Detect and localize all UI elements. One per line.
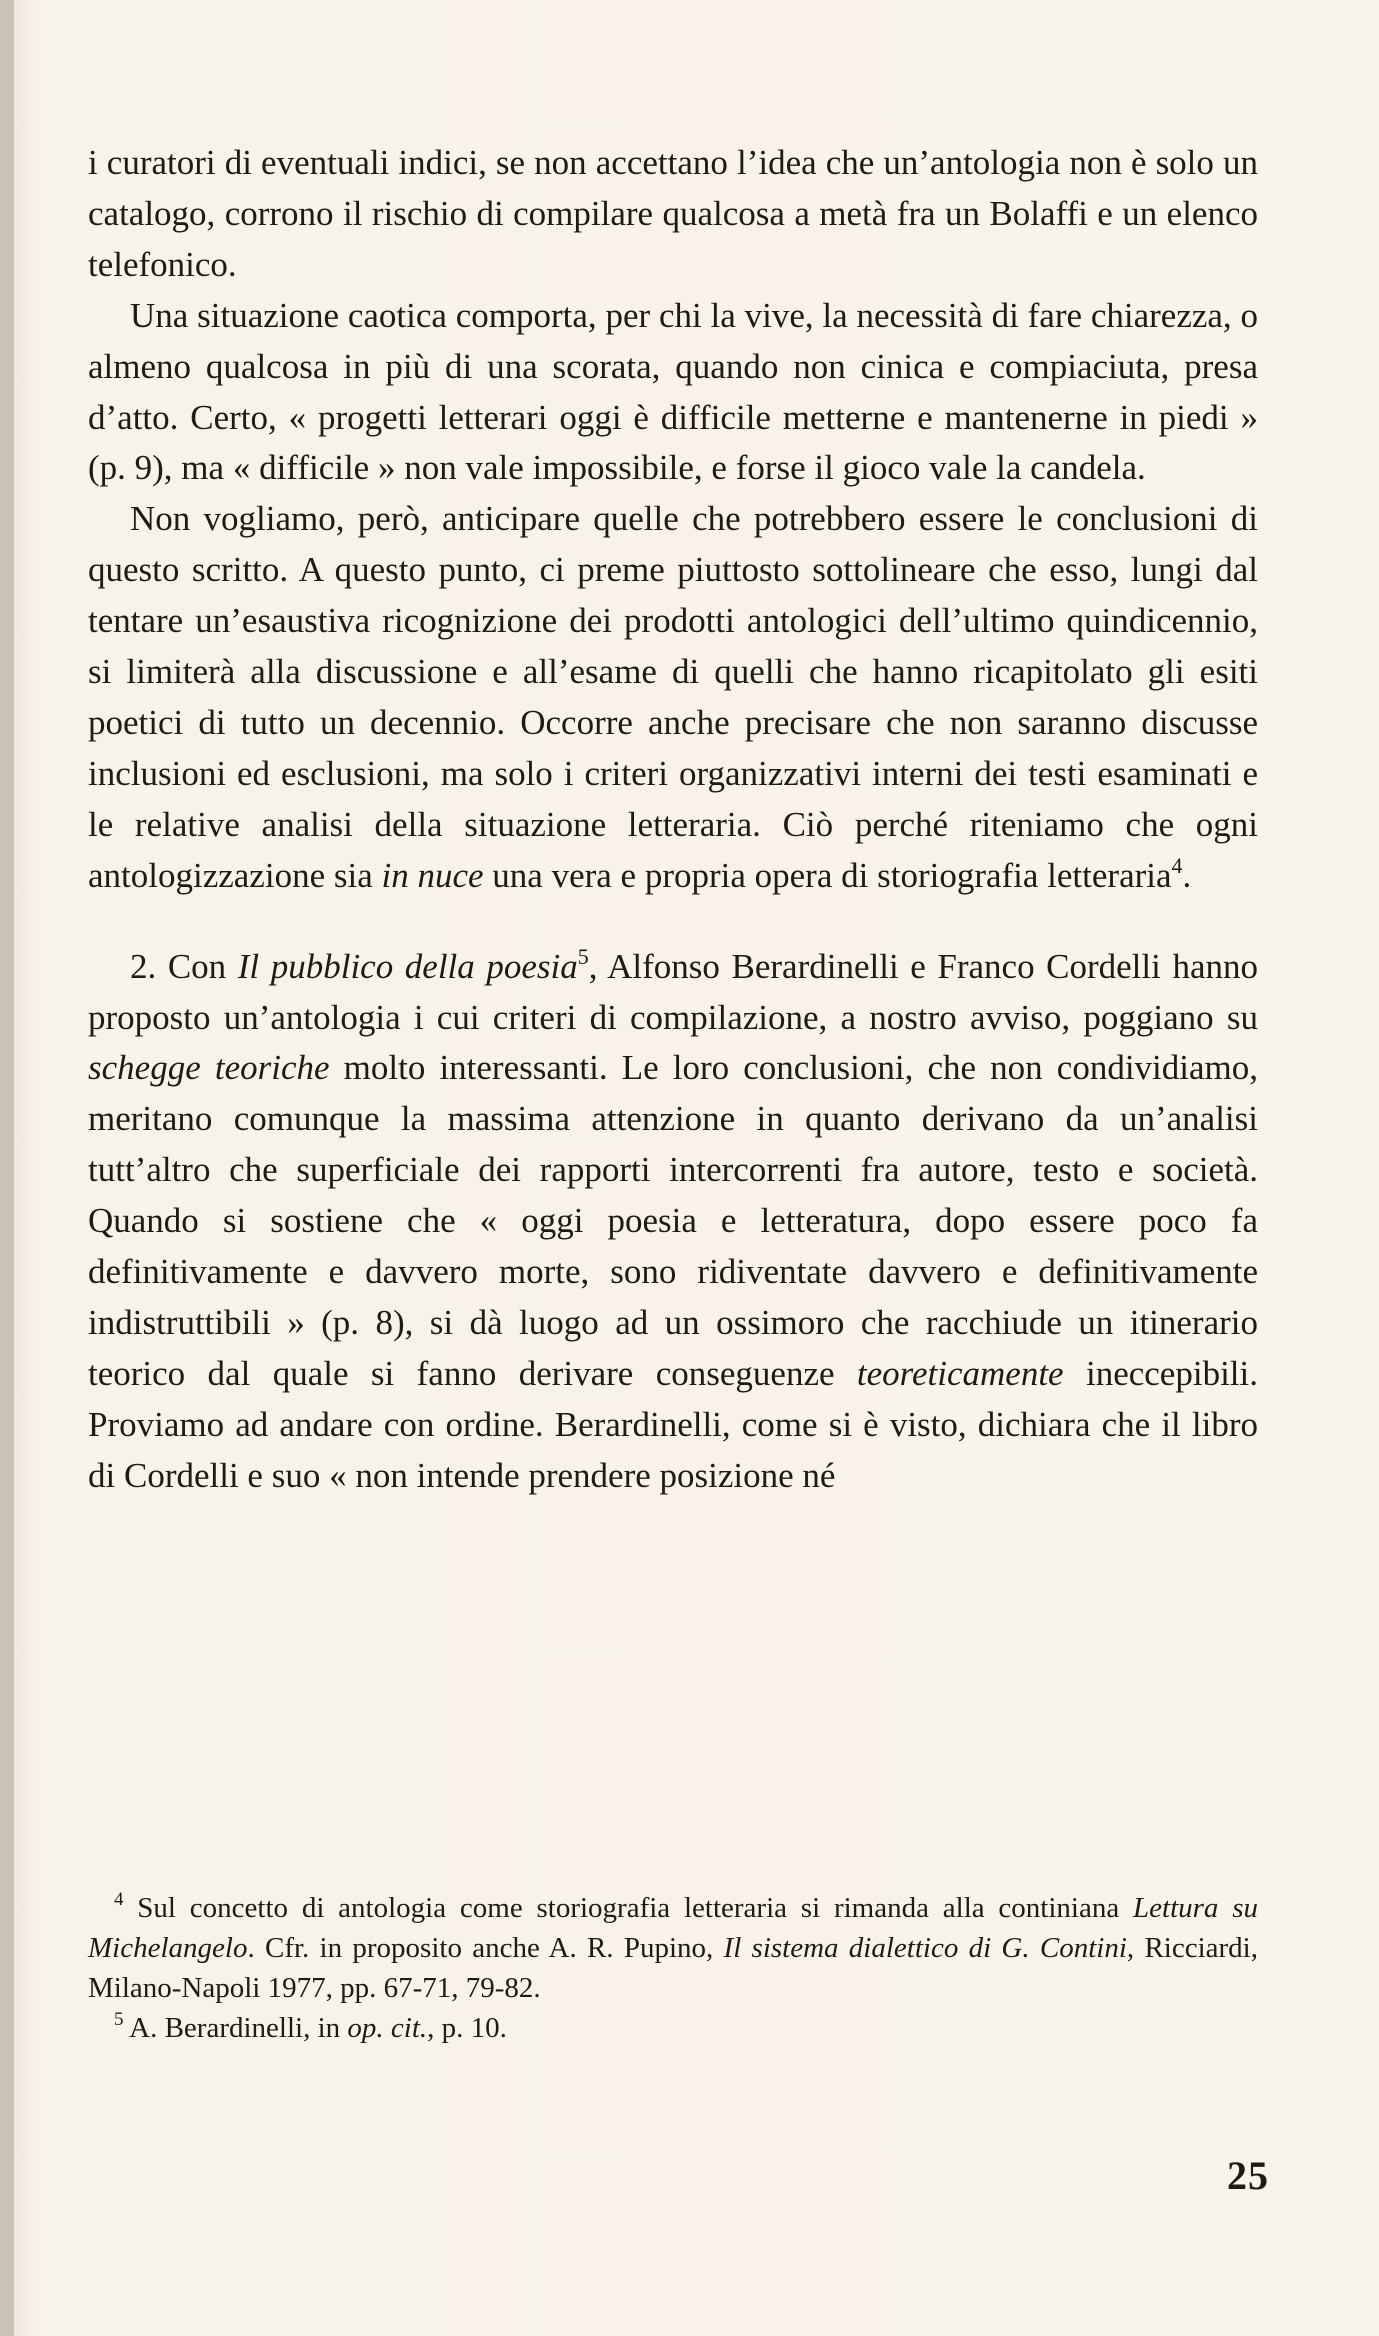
paragraph-4-text-d: ineccepibili. Proviamo ad andare con ordine. Berardinelli, come si è visto, dichiara che il libro di Cordelli e suo « non intende prendere posizione né <box>88 1353 1258 1495</box>
footnote-4-italic-2: Il sistema dialettico di G. Contini <box>723 1932 1127 1964</box>
footnote-4-text-b: . Cfr. in proposito anche A. R. Pupino, <box>247 1932 724 1964</box>
paragraph-4-text-c: molto interessanti. Le loro conclusioni, che non condividiamo, meritano comunque la massima attenzione in quanto derivano da un’analisi tutt’altro che superficiale dei rapporti intercorrenti fra autore, testo e società. Quando si sostiene che « oggi poesia e letteratura, dopo essere poco fa definitivamente e davvero morte, sono ridiventate davvero e definitivamente indistruttibili » (p. 8), si dà luogo ad un ossimoro che racchiude un itinerario teorico dal quale si fanno derivare conseguenze <box>88 1048 1258 1393</box>
footnote-4-number: 4 <box>114 1889 124 1910</box>
paragraph-3-text-b: una vera e propria opera di storiografia letteraria <box>483 855 1172 895</box>
footnote-5-number: 5 <box>114 2009 124 2030</box>
page-number: 25 <box>1227 2153 1269 2198</box>
paragraph-1-text: i curatori di eventuali indici, se non accettano l’idea che un’antologia non è solo un catalogo, corrono il rischio di compilare qualcosa a metà fra un Bolaffi e un elenco telefonico. <box>88 143 1258 284</box>
paragraph-1 <box>88 138 1258 291</box>
paragraph-4-italic: schegge teoriche <box>88 1048 330 1088</box>
footnote-5 <box>88 2008 1258 2048</box>
footnote-4 <box>88 1888 1258 2008</box>
footnote-5-text-a: A. Berardinelli, in <box>123 2012 348 2044</box>
footnote-ref-4: 4 <box>1171 852 1183 878</box>
paragraph-3-end: . <box>1182 855 1192 895</box>
paragraph-4-text-b: , Alfonso Berardinelli e Franco Cordelli hanno proposto un’antologia i cui criteri di compilazione, a nostro avviso, poggiano su <box>88 946 1258 1037</box>
book-title-italic: Il pubblico della poesia <box>237 946 578 986</box>
page-binding-edge <box>0 0 14 2336</box>
footnotes <box>88 1888 1258 2048</box>
footnote-4-text-a: Sul concetto di antologia come storiografia letteraria si rimanda alla continiana <box>123 1892 1134 1924</box>
footnote-4-text-c: , Ricciardi, Milano-Napoli 1977, pp. 67-71, 79-82. <box>88 1932 1258 2004</box>
paragraph-3-italic: in nuce <box>381 855 484 895</box>
paragraph-4 <box>88 942 1258 1502</box>
footnote-4-italic-1: Lettura su Michelangelo <box>88 1892 1259 1964</box>
paragraph-4-italic-2: teoreticamente <box>856 1353 1064 1393</box>
paragraph-2 <box>88 291 1258 495</box>
footnote-5-text-b: , p. 10. <box>427 2012 507 2044</box>
footnote-5-italic: op. cit. <box>347 2012 428 2044</box>
footnote-ref-5: 5 <box>577 943 589 969</box>
paragraph-3-text-a: Non vogliamo, però, anticipare quelle che potrebbero essere le conclusioni di questo scritto. A questo punto, ci preme piuttosto sottolineare che esso, lungi dal tentare un’esaustiva ricognizione dei prodotti antologici dell’ultimo quindicennio, si limiterà alla discussione e all’esame di quelli che hanno ricapitolato gli esiti poetici di tutto un decennio. Occorre anche precisare che non saranno discusse inclusioni ed esclusioni, ma solo i criteri organizzativi interni dei testi esaminati e le relative analisi della situazione letteraria. Ciò perché riteniamo che ogni antologizzazione sia <box>88 499 1258 895</box>
main-text <box>88 138 1258 1502</box>
paragraph-4-text-a: 2. Con <box>130 946 238 986</box>
paragraph-3 <box>88 494 1258 901</box>
paragraph-2-text: Una situazione caotica comporta, per chi la vive, la necessità di fare chiarezza, o almeno qualcosa in più di una scorata, quando non cinica e compiaciuta, presa d’atto. Certo, « progetti letterari oggi è difficile metterne e mantenerne in piedi » (p. 9), ma « difficile » non vale impossibile, e forse il gioco vale la candela. <box>88 295 1258 488</box>
